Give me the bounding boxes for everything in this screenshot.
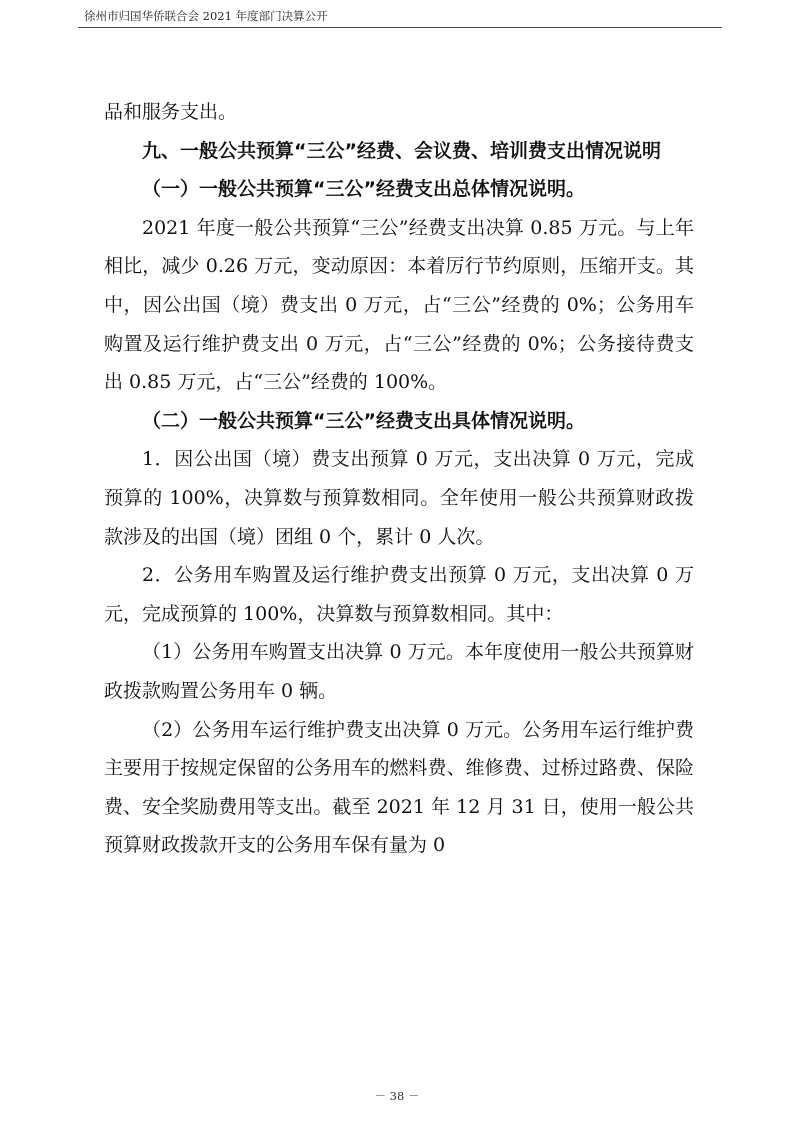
- subsection-heading-2: （二）一般公共预算“三公”经费支出具体情况说明。: [142, 409, 585, 432]
- paragraph-continuation: 品和服务支出。: [104, 101, 238, 123]
- paragraph-item-1: 1．因公出国（境）费支出预算 0 万元，支出决算 0 万元，完成预算的 100%，决算数与预算数相同。全年使用一般公共预算财政拨款涉及的出国（境）团组 0 个，累计 0 人次。: [104, 448, 694, 548]
- paragraph-overall: 2021 年度一般公共预算“三公”经费支出决算 0.85 万元。与上年相比，减少 0.26 万元，变动原因：本着厉行节约原则，压缩开支。其中，因公出国（境）费支出 0 万元，占“三公”经费的 0%；公务用车购置及运行维护费支出 0 万元，占“三公”经费的 0%；公务接待费支出 0.85 万元，占“三公”经费的 100%。: [104, 216, 694, 394]
- header-rule: [78, 27, 722, 28]
- subsection-heading-1: （一）一般公共预算“三公”经费支出总体情况说明。: [142, 178, 585, 201]
- paragraph-item-2: 2．公务用车购置及运行维护费支出预算 0 万元，支出决算 0 万元，完成预算的 100%，决算数与预算数相同。其中：: [104, 564, 694, 625]
- section-heading-9: 九、一般公共预算“三公”经费、会议费、培训费支出情况说明: [142, 139, 661, 162]
- document-header: 徐州市归国华侨联合会 2021 年度部门决算公开: [84, 9, 328, 23]
- paragraph-item-2-1: （1）公务用车购置支出决算 0 万元。本年度使用一般公共预算财政拨款购置公务用车 0 辆。: [104, 641, 694, 702]
- page-number: － 38 －: [374, 1089, 420, 1103]
- paragraph-item-2-2: （2）公务用车运行维护费支出决算 0 万元。公务用车运行维护费主要用于按规定保留的公务用车的燃料费、维修费、过桥过路费、保险费、安全奖励费用等支出。截至 2021 年 12 月 31 日，使用一般公共预算财政拨款开支的公务用车保有量为 0: [104, 718, 694, 857]
- document-body: [104, 93, 694, 865]
